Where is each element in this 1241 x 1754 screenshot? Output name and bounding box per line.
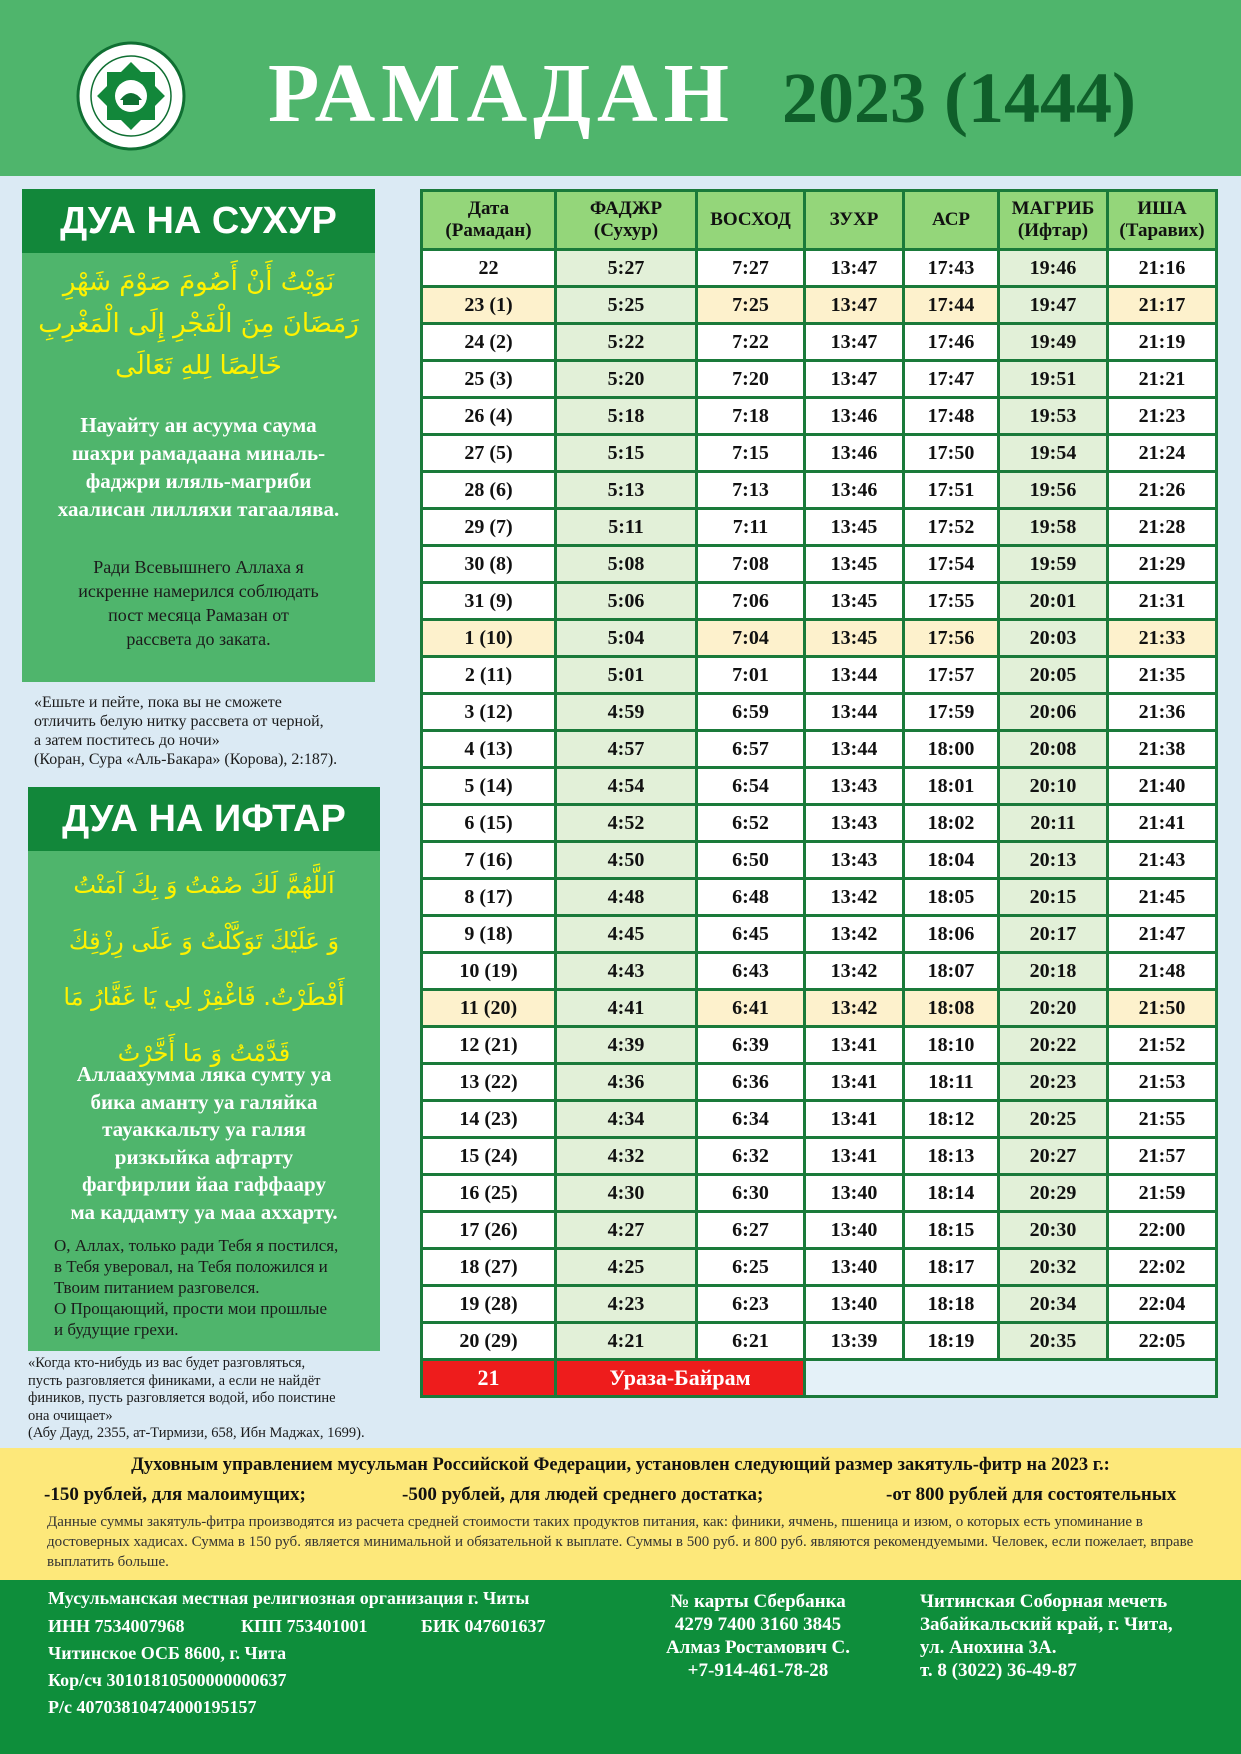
cell-asr: 18:08 [904, 990, 999, 1027]
iftar-quote: «Когда кто-нибудь из вас будет разговляться, пусть разговляется финиками, а если не найдёт фиников, пусть разговляется водой, ибо поистине она очищает» (Абу Дауд, 2355, ат-Тирмизи, 658, Ибн Маджах, 1699). [28, 1355, 365, 1441]
cell-fajr: 5:27 [556, 250, 697, 287]
cell-maghrib: 20:32 [999, 1249, 1108, 1286]
mosque-region: Забайкальский край, г. Чита, [920, 1614, 1173, 1635]
cell-sunrise: 6:43 [697, 953, 805, 990]
cell-dhuhr: 13:44 [805, 657, 904, 694]
cell-dhuhr: 13:40 [805, 1212, 904, 1249]
cell-asr: 18:10 [904, 1027, 999, 1064]
table-row [422, 620, 1217, 657]
cell-isha: 21:17 [1108, 287, 1217, 324]
suhur-translation: Ради Всевышнего Аллаха я искренне намерился соблюдать пост месяца Рамазан от рассвета до заката. [78, 557, 319, 649]
cell-fajr: 4:25 [556, 1249, 697, 1286]
cell-sunrise: 6:48 [697, 879, 805, 916]
cell-isha: 21:53 [1108, 1064, 1217, 1101]
cell-fajr: 4:21 [556, 1323, 697, 1360]
table-row [422, 509, 1217, 546]
cell-sunrise: 6:32 [697, 1138, 805, 1175]
col-header-sunrise: ВОСХОД [697, 191, 805, 250]
cell-sunrise: 6:23 [697, 1286, 805, 1323]
cell-asr: 17:52 [904, 509, 999, 546]
cell-asr: 17:47 [904, 361, 999, 398]
cell-fajr: 4:59 [556, 694, 697, 731]
cell-maghrib: 20:25 [999, 1101, 1108, 1138]
cell-isha: 21:40 [1108, 768, 1217, 805]
suhur-transliteration: Науайту ан асуума саума шахри рамадаана миналь- фаджри иляль-магриби хаалисан лилляхи тагаалява. [57, 413, 340, 521]
cell-date: 29 (7) [422, 509, 556, 546]
table-row [422, 990, 1217, 1027]
cell-isha: 21:55 [1108, 1101, 1217, 1138]
table-row [422, 324, 1217, 361]
cell-dhuhr: 13:46 [805, 472, 904, 509]
cell-date: 7 (16) [422, 842, 556, 879]
cell-asr: 18:06 [904, 916, 999, 953]
cell-sunrise: 7:13 [697, 472, 805, 509]
iftar-transliteration: Аллаахумма ляка сумту уа бика аманту уа галяйка тауаккальту уа галяя ризкыйка афтарту фагфирлии йаа гаффаару ма каддамту уа маа аххарту. [70, 1062, 338, 1224]
cell-maghrib: 19:56 [999, 472, 1108, 509]
cell-asr: 18:00 [904, 731, 999, 768]
cell-dhuhr: 13:45 [805, 583, 904, 620]
cell-fajr: 4:39 [556, 1027, 697, 1064]
col-header-maghrib: МАГРИБ (Ифтар) [999, 191, 1108, 250]
cell-date: 26 (4) [422, 398, 556, 435]
cell-fajr: 5:01 [556, 657, 697, 694]
table-row [422, 1064, 1217, 1101]
cell-isha: 21:16 [1108, 250, 1217, 287]
cell-sunrise: 7:01 [697, 657, 805, 694]
cell-isha: 21:35 [1108, 657, 1217, 694]
cell-date: 28 (6) [422, 472, 556, 509]
table-row [422, 1101, 1217, 1138]
col-header-dhuhr: ЗУХР [805, 191, 904, 250]
cell-asr: 17:54 [904, 546, 999, 583]
card-number: 4279 7400 3160 3845 [674, 1614, 842, 1635]
cell-maghrib: 19:59 [999, 546, 1108, 583]
cell-isha: 21:29 [1108, 546, 1217, 583]
cell-isha: 21:24 [1108, 435, 1217, 472]
cell-fajr: 5:20 [556, 361, 697, 398]
cell-maghrib: 19:58 [999, 509, 1108, 546]
cell-sunrise: 7:27 [697, 250, 805, 287]
card-holder: Алмаз Ростамович С. [665, 1637, 851, 1658]
cell-asr: 17:56 [904, 620, 999, 657]
cell-sunrise: 7:06 [697, 583, 805, 620]
cell-fajr: 5:15 [556, 435, 697, 472]
cell-maghrib: 20:34 [999, 1286, 1108, 1323]
cell-date: 8 (17) [422, 879, 556, 916]
cell-date: 22 [422, 250, 556, 287]
col-header-date: Дата (Рамадан) [422, 191, 556, 250]
cell-fajr: 4:30 [556, 1175, 697, 1212]
cell-sunrise: 6:50 [697, 842, 805, 879]
cell-dhuhr: 13:47 [805, 324, 904, 361]
mosque-name: Читинская Соборная мечеть [920, 1591, 1168, 1612]
cell-isha: 21:43 [1108, 842, 1217, 879]
suhur-arabic: نَوَيْتُ أَنْ أَصُومَ صَوْمَ شَهْرِ رَمَضَانَ مِنَ الْفَجْرِ إِلَى الْمَغْرِبِ خَالِصًا لِلهِ تَعَالَى [38, 267, 359, 381]
cell-maghrib: 20:10 [999, 768, 1108, 805]
cell-maghrib: 20:11 [999, 805, 1108, 842]
card-phone: +7-914-461-78-28 [687, 1660, 829, 1681]
cell-fajr: 4:45 [556, 916, 697, 953]
table-row [422, 287, 1217, 324]
zakat-title: Духовным управлением мусульман Российской Федерации, установлен следующий размер закятуль-фитр на 2023 г.: [131, 1455, 1110, 1475]
cell-isha: 21:19 [1108, 324, 1217, 361]
cell-maghrib: 20:35 [999, 1323, 1108, 1360]
cell-asr: 18:12 [904, 1101, 999, 1138]
suhur-quote: «Ешьте и пейте, пока вы не сможете отличить белую нитку рассвета от черной, а затем поститесь до ночи» (Коран, Сура «Аль-Бакара» (Корова), 2:187). [34, 694, 338, 768]
cell-fajr: 4:50 [556, 842, 697, 879]
header-band [0, 0, 1241, 176]
cell-asr: 18:17 [904, 1249, 999, 1286]
cell-maghrib: 20:23 [999, 1064, 1108, 1101]
table-row [422, 250, 1217, 287]
cell-date: 10 (19) [422, 953, 556, 990]
cell-asr: 17:57 [904, 657, 999, 694]
cell-isha: 21:26 [1108, 472, 1217, 509]
cell-dhuhr: 13:40 [805, 1249, 904, 1286]
cell-isha: 21:36 [1108, 694, 1217, 731]
cell-dhuhr: 13:42 [805, 916, 904, 953]
cell-maghrib: 19:51 [999, 361, 1108, 398]
cell-asr: 18:07 [904, 953, 999, 990]
cell-sunrise: 6:52 [697, 805, 805, 842]
cell-sunrise: 7:20 [697, 361, 805, 398]
cell-maghrib: 19:47 [999, 287, 1108, 324]
eid-row [422, 1360, 1217, 1397]
cell-isha: 21:59 [1108, 1175, 1217, 1212]
cell-sunrise: 6:30 [697, 1175, 805, 1212]
cell-sunrise: 7:08 [697, 546, 805, 583]
cell-fajr: 5:13 [556, 472, 697, 509]
col-header-isha: ИША (Таравих) [1108, 191, 1217, 250]
org-inn: ИНН 7534007968 [48, 1616, 185, 1636]
table-row [422, 361, 1217, 398]
prayer-schedule-table [420, 189, 1218, 1398]
cell-maghrib: 20:30 [999, 1212, 1108, 1249]
cell-date: 31 (9) [422, 583, 556, 620]
cell-dhuhr: 13:44 [805, 694, 904, 731]
zakat-note: Данные суммы закятуль-фитра производятся из расчета средней стоимости таких продуктов питания, как: финики, ячмень, пшеница и изюм, о которых есть упоминание в достоверных хадисах. Сумма в 150 руб. является минимальной и обязательной к выплате. Суммы в 500 руб. и 800 руб. являются рекомендуемыми. Человек, если пожелает, вправе выплатить больше. [47, 1514, 1194, 1570]
cell-sunrise: 6:27 [697, 1212, 805, 1249]
cell-fajr: 4:52 [556, 805, 697, 842]
cell-sunrise: 6:54 [697, 768, 805, 805]
table-row [422, 842, 1217, 879]
cell-asr: 18:05 [904, 879, 999, 916]
table-row [422, 657, 1217, 694]
cell-asr: 17:51 [904, 472, 999, 509]
cell-date: 17 (26) [422, 1212, 556, 1249]
cell-asr: 17:48 [904, 398, 999, 435]
cell-date: 12 (21) [422, 1027, 556, 1064]
table-row [422, 1212, 1217, 1249]
mosque-logo-icon [70, 40, 192, 152]
cell-isha: 21:28 [1108, 509, 1217, 546]
cell-date: 27 (5) [422, 435, 556, 472]
cell-fajr: 4:36 [556, 1064, 697, 1101]
cell-date: 13 (22) [422, 1064, 556, 1101]
cell-date: 15 (24) [422, 1138, 556, 1175]
cell-dhuhr: 13:43 [805, 805, 904, 842]
table-row [422, 805, 1217, 842]
cell-date: 18 (27) [422, 1249, 556, 1286]
cell-sunrise: 6:57 [697, 731, 805, 768]
cell-asr: 18:14 [904, 1175, 999, 1212]
cell-asr: 18:15 [904, 1212, 999, 1249]
title-year: 2023 (1444) [782, 58, 1136, 138]
table-row [422, 435, 1217, 472]
cell-fajr: 4:54 [556, 768, 697, 805]
cell-dhuhr: 13:40 [805, 1286, 904, 1323]
suhur-panel [22, 189, 375, 682]
iftar-translation: О, Аллах, только ради Тебя я постился, в Тебя уверовал, на Тебя положился и Твоим питанием разговелся. О Прощающий, прости мои прошлые и будущие грехи. [54, 1236, 339, 1339]
cell-isha: 22:05 [1108, 1323, 1217, 1360]
cell-sunrise: 6:25 [697, 1249, 805, 1286]
cell-maghrib: 19:49 [999, 324, 1108, 361]
table-row [422, 546, 1217, 583]
table-row [422, 1286, 1217, 1323]
table-row [422, 472, 1217, 509]
cell-maghrib: 20:08 [999, 731, 1108, 768]
cell-sunrise: 7:11 [697, 509, 805, 546]
cell-dhuhr: 13:47 [805, 287, 904, 324]
cell-isha: 21:23 [1108, 398, 1217, 435]
cell-fajr: 4:41 [556, 990, 697, 1027]
table-row [422, 731, 1217, 768]
cell-date: 30 (8) [422, 546, 556, 583]
table-row [422, 953, 1217, 990]
cell-asr: 17:55 [904, 583, 999, 620]
page-title: РАМАДАН [268, 47, 735, 140]
cell-dhuhr: 13:45 [805, 620, 904, 657]
cell-maghrib: 20:27 [999, 1138, 1108, 1175]
cell-asr: 18:19 [904, 1323, 999, 1360]
cell-sunrise: 7:22 [697, 324, 805, 361]
cell-dhuhr: 13:40 [805, 1175, 904, 1212]
cell-asr: 18:18 [904, 1286, 999, 1323]
table-row [422, 1249, 1217, 1286]
cell-fajr: 4:32 [556, 1138, 697, 1175]
cell-isha: 21:41 [1108, 805, 1217, 842]
table-header-row [422, 191, 1217, 250]
cell-maghrib: 20:05 [999, 657, 1108, 694]
cell-isha: 21:31 [1108, 583, 1217, 620]
cell-sunrise: 6:41 [697, 990, 805, 1027]
cell-asr: 17:44 [904, 287, 999, 324]
cell-fajr: 5:11 [556, 509, 697, 546]
org-name: Мусульманская местная религиозная организация г. Читы [48, 1588, 530, 1608]
cell-date: 16 (25) [422, 1175, 556, 1212]
cell-fajr: 4:27 [556, 1212, 697, 1249]
cell-sunrise: 7:04 [697, 620, 805, 657]
cell-asr: 18:13 [904, 1138, 999, 1175]
table-row [422, 879, 1217, 916]
cell-sunrise: 7:15 [697, 435, 805, 472]
cell-date: 4 (13) [422, 731, 556, 768]
table-row [422, 916, 1217, 953]
cell-isha: 21:33 [1108, 620, 1217, 657]
suhur-heading: ДУА НА СУХУР [22, 189, 375, 253]
cell-fajr: 4:43 [556, 953, 697, 990]
cell-maghrib: 20:22 [999, 1027, 1108, 1064]
cell-maghrib: 20:20 [999, 990, 1108, 1027]
cell-isha: 21:57 [1108, 1138, 1217, 1175]
cell-asr: 17:46 [904, 324, 999, 361]
cell-isha: 21:21 [1108, 361, 1217, 398]
cell-fajr: 5:18 [556, 398, 697, 435]
cell-sunrise: 6:59 [697, 694, 805, 731]
cell-date: 24 (2) [422, 324, 556, 361]
org-bik: БИК 047601637 [421, 1616, 546, 1636]
cell-sunrise: 6:36 [697, 1064, 805, 1101]
cell-isha: 22:02 [1108, 1249, 1217, 1286]
table-row [422, 694, 1217, 731]
cell-isha: 21:45 [1108, 879, 1217, 916]
cell-isha: 21:48 [1108, 953, 1217, 990]
cell-asr: 18:02 [904, 805, 999, 842]
cell-dhuhr: 13:47 [805, 361, 904, 398]
table-row [422, 1138, 1217, 1175]
eid-blank [805, 1360, 1217, 1397]
org-rs: Р/с 40703810474000195157 [48, 1697, 257, 1717]
cell-date: 6 (15) [422, 805, 556, 842]
zakat-amount-low: -150 рублей, для малоимущих; [44, 1484, 306, 1505]
cell-maghrib: 19:54 [999, 435, 1108, 472]
cell-asr: 17:50 [904, 435, 999, 472]
cell-dhuhr: 13:41 [805, 1064, 904, 1101]
org-kpp: КПП 753401001 [241, 1616, 368, 1636]
cell-date: 3 (12) [422, 694, 556, 731]
cell-dhuhr: 13:42 [805, 879, 904, 916]
cell-dhuhr: 13:41 [805, 1138, 904, 1175]
table-row [422, 398, 1217, 435]
cell-sunrise: 6:34 [697, 1101, 805, 1138]
cell-dhuhr: 13:41 [805, 1027, 904, 1064]
cell-dhuhr: 13:43 [805, 842, 904, 879]
table-row [422, 583, 1217, 620]
cell-maghrib: 20:17 [999, 916, 1108, 953]
cell-maghrib: 20:29 [999, 1175, 1108, 1212]
org-korr: Кор/сч 30101810500000000637 [48, 1670, 287, 1690]
cell-asr: 18:11 [904, 1064, 999, 1101]
cell-isha: 21:38 [1108, 731, 1217, 768]
table-row [422, 768, 1217, 805]
mosque-phone: т. 8 (3022) 36-49-87 [920, 1660, 1077, 1681]
cell-date: 25 (3) [422, 361, 556, 398]
cell-fajr: 4:23 [556, 1286, 697, 1323]
eid-label: Ураза-Байрам [556, 1360, 805, 1397]
cell-isha: 22:00 [1108, 1212, 1217, 1249]
cell-maghrib: 20:03 [999, 620, 1108, 657]
iftar-arabic: اَللَّهُمَّ لَكَ صُمْتُ وَ بِكَ آمَنْتُ وَ عَلَيْكَ تَوَكَّلْتُ وَ عَلَى رِزْقِكَ أَفْطَرْتُ. فَاغْفِرْ لِي يَا غَفَّارُ مَا قَدَّمْتُ وَ مَا أَخَّرْتُ [63, 871, 345, 1067]
cell-fajr: 4:34 [556, 1101, 697, 1138]
cell-sunrise: 6:39 [697, 1027, 805, 1064]
mosque-street: ул. Анохина 3А. [920, 1637, 1057, 1658]
cell-date: 23 (1) [422, 287, 556, 324]
card-title: № карты Сбербанка [670, 1591, 846, 1612]
cell-dhuhr: 13:43 [805, 768, 904, 805]
cell-dhuhr: 13:42 [805, 953, 904, 990]
cell-maghrib: 20:01 [999, 583, 1108, 620]
footer [0, 1580, 1241, 1754]
cell-dhuhr: 13:46 [805, 435, 904, 472]
cell-dhuhr: 13:47 [805, 250, 904, 287]
zakat-amount-mid: -500 рублей, для людей среднего достатка; [402, 1484, 764, 1505]
cell-date: 5 (14) [422, 768, 556, 805]
eid-date: 21 [422, 1360, 556, 1397]
cell-date: 1 (10) [422, 620, 556, 657]
cell-dhuhr: 13:45 [805, 509, 904, 546]
cell-fajr: 5:08 [556, 546, 697, 583]
cell-date: 20 (29) [422, 1323, 556, 1360]
cell-dhuhr: 13:41 [805, 1101, 904, 1138]
cell-dhuhr: 13:45 [805, 546, 904, 583]
cell-asr: 17:59 [904, 694, 999, 731]
cell-sunrise: 6:45 [697, 916, 805, 953]
cell-date: 14 (23) [422, 1101, 556, 1138]
cell-fajr: 5:06 [556, 583, 697, 620]
cell-date: 11 (20) [422, 990, 556, 1027]
cell-sunrise: 6:21 [697, 1323, 805, 1360]
cell-asr: 18:04 [904, 842, 999, 879]
cell-asr: 18:01 [904, 768, 999, 805]
cell-maghrib: 20:15 [999, 879, 1108, 916]
cell-isha: 21:52 [1108, 1027, 1217, 1064]
org-bank: Читинское ОСБ 8600, г. Чита [48, 1643, 287, 1663]
iftar-heading: ДУА НА ИФТАР [28, 787, 380, 851]
cell-dhuhr: 13:42 [805, 990, 904, 1027]
cell-maghrib: 19:46 [999, 250, 1108, 287]
cell-isha: 21:47 [1108, 916, 1217, 953]
cell-sunrise: 7:18 [697, 398, 805, 435]
cell-maghrib: 19:53 [999, 398, 1108, 435]
col-header-asr: АСР [904, 191, 999, 250]
cell-dhuhr: 13:39 [805, 1323, 904, 1360]
zakat-amount-high: -от 800 рублей для состоятельных [886, 1484, 1177, 1505]
cell-maghrib: 20:06 [999, 694, 1108, 731]
cell-isha: 21:50 [1108, 990, 1217, 1027]
cell-dhuhr: 13:46 [805, 398, 904, 435]
iftar-panel [28, 787, 380, 1351]
cell-fajr: 4:48 [556, 879, 697, 916]
cell-sunrise: 7:25 [697, 287, 805, 324]
cell-isha: 22:04 [1108, 1286, 1217, 1323]
cell-dhuhr: 13:44 [805, 731, 904, 768]
cell-asr: 17:43 [904, 250, 999, 287]
cell-date: 2 (11) [422, 657, 556, 694]
table-row [422, 1027, 1217, 1064]
cell-maghrib: 20:13 [999, 842, 1108, 879]
cell-fajr: 5:04 [556, 620, 697, 657]
col-header-fajr: ФАДЖР (Сухур) [556, 191, 697, 250]
cell-date: 9 (18) [422, 916, 556, 953]
cell-fajr: 5:25 [556, 287, 697, 324]
cell-fajr: 4:57 [556, 731, 697, 768]
cell-fajr: 5:22 [556, 324, 697, 361]
zakat-section [0, 1448, 1241, 1580]
cell-date: 19 (28) [422, 1286, 556, 1323]
table-row [422, 1323, 1217, 1360]
table-row [422, 1175, 1217, 1212]
cell-maghrib: 20:18 [999, 953, 1108, 990]
